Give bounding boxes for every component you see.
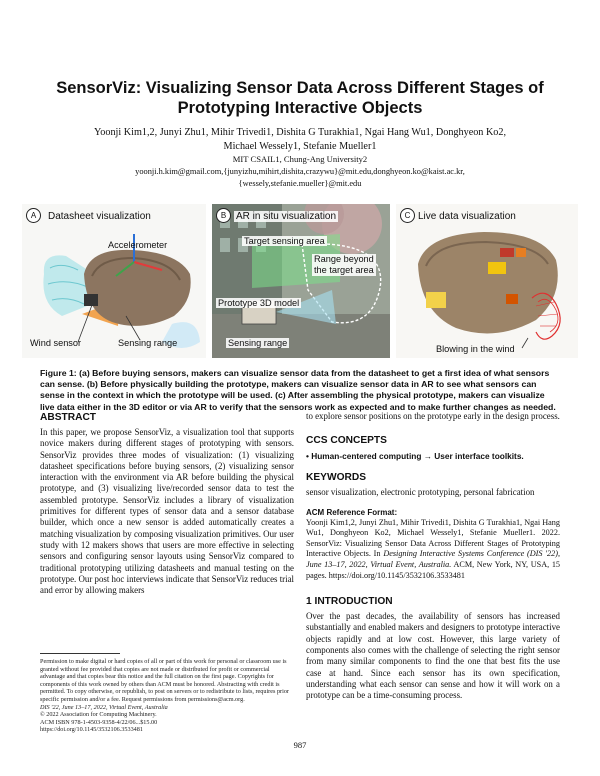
acm-reference-format <box>306 508 560 582</box>
author-emails <box>40 166 560 190</box>
wind-sensor-label: Wind sensor <box>30 338 82 348</box>
emails-line-1: yoonji.h.kim@gmail.com,{junyizhu,mihirt,dishita,crazywu}@mit.edu,donghyeon.ko@kaist.ac.kr, <box>135 167 465 176</box>
introduction-text: Over the past decades, the availability of sensors has increased substantially and enabled makers and designers to prototype interactive objects rapidly and at low cost. However, this large variety of components also comes with the challenge of selecting the right sensor from many similar components to find the one that best fits the use case at hand. Since each sensor has its own specification, understanding what each sensor can sense and how it will work on a prototype can be a time-consuming process. <box>306 611 560 701</box>
footnote-venue: DIS '22, June 13–17, 2022, Virtual Event, Australia <box>40 703 168 711</box>
reference-venue: Designing Interactive Systems Conference (DIS '22), June 13–17, 2022, Virtual Event, Australia. <box>306 549 560 569</box>
authors-line-1: Yoonji Kim1,2, Junyi Zhu1, Mihir Trivedi1, Dishita G Turakhia1, Ngai Hang Wu1, Donghyeon Ko2, <box>93 127 507 138</box>
left-column <box>40 411 294 596</box>
footnote-copyright: © 2022 Association for Computing Machinery. <box>40 711 157 719</box>
teaser-figure <box>22 204 578 358</box>
figure-caption: Figure 1: (a) Before buying sensors, makers can visualize sensor data from the datasheet to get a first idea of what sensors can sense. (b) Before physically building the prototype, makers can visualize sensor data in AR to see what sensors can sense in the context in which the prototype will be used. (c) After assembling the physical prototype, makers can visualize live data either in the 3D editor or via AR to verify that the sensors work as expected and to make further changes as needed. <box>40 368 556 412</box>
affiliations: MIT CSAIL1, Chung-Ang University2 <box>232 154 368 164</box>
range-beyond-line-2: the target area <box>314 265 374 275</box>
panel-b-heading: AR in situ visualization <box>236 211 337 222</box>
figure-panel-b <box>212 204 390 358</box>
ccs-item-text: • Human-centered computing → User interface toolkits. <box>306 451 524 462</box>
right-column <box>306 411 560 702</box>
live-data-illustration <box>396 204 578 358</box>
ccs-heading: CCS CONCEPTS <box>306 435 387 447</box>
footnote-isbn: ACM ISBN 978-1-4503-9358-4/22/06...$15.00 <box>40 718 158 726</box>
ccs-item <box>306 450 560 462</box>
figure-panel-a <box>22 204 206 358</box>
abstract-heading: ABSTRACT <box>40 412 97 423</box>
range-beyond-line-1: Range beyond <box>314 254 374 264</box>
reference-text <box>306 518 560 582</box>
permission-text: Permission to make digital or hard copies of all or part of this work for personal or classroom use is granted without fee provided that copies are not made or distributed for profit or commercial advantage and that copies bear this notice and the full citation on the first page. Copyrights for components of this work owned by others than ACM must be honored. Abstracting with credit is permitted. To copy otherwise, or republish, to post on servers or to redistribute to lists, requires prior specific permission and/or a fee. Request permissions from permissions@acm.org. <box>40 658 289 703</box>
emails-line-2: {wessely,stefanie.mueller}@mit.edu <box>238 179 362 188</box>
panel-a-label: A <box>26 208 41 223</box>
footnote-rule <box>40 653 120 654</box>
sensing-range-label: Sensing range <box>118 338 178 348</box>
panel-b-label: B <box>216 208 231 223</box>
paper-title: SensorViz: Visualizing Sensor Data Across Different Stages of Prototyping Interactive Objects <box>56 79 544 117</box>
panel-c-label: C <box>400 208 415 223</box>
prototype-model-label: Prototype 3D model <box>218 298 300 308</box>
copyright-footnote <box>40 658 294 734</box>
reference-heading: ACM Reference Format: <box>306 507 398 517</box>
figure-panel-c <box>396 204 578 358</box>
range-beyond-label <box>312 254 376 276</box>
keywords-heading: KEYWORDS <box>306 472 366 484</box>
ar-sensing-range-label: Sensing range <box>228 338 288 348</box>
reference-rest: ACM, New York, NY, USA, 15 pages. https://doi.org/10.1145/3532106.3533481 <box>306 559 561 580</box>
datasheet-illustration <box>22 204 206 358</box>
blowing-label: Blowing in the wind <box>436 344 515 354</box>
panel-a-heading: Datasheet visualization <box>48 211 151 222</box>
panel-c-heading: Live data visualization <box>418 211 516 222</box>
abstract-text: In this paper, we propose SensorViz, a visualization tool that supports novice makers during different stages of prototyping with sensors. SensorViz provides three modes of visualization: (1) visualizing datasheet specifications before buying sensors, (2) visualizing sensor interaction with the environment via AR before building the physical prototype, and (3) visualizing live/recorded sensor data to test the assembled prototype. SensorViz includes a library of visualization primitives for different types of sensor data and a sensor database builder, which once a new sensor is added automatically creates a matching visualization by composing visualization primitives. Our user study with 12 makers shows that users are more effective in selecting sensors and configuring sensor layouts using SensorViz compared to traditional prototyping utilizing datasheets and manual testing on the prototype. Our post hoc interviews indicate that SensorViz reduces trial and error by allowing makers <box>40 427 294 596</box>
introduction-heading: 1 INTRODUCTION <box>306 596 393 608</box>
footnote-doi: https://doi.org/10.1145/3532106.3533481 <box>40 726 143 734</box>
abstract-continued: to explore sensor positions on the prototype early in the design process. <box>306 411 560 421</box>
target-area-label: Target sensing area <box>244 236 325 246</box>
reference-authors: Yoonji Kim1,2, Junyi Zhu1, Mihir Trivedi1, Dishita G Turakhia1, Ngai Hang Wu1, Donghyeon Ko2, Michael Wessely1, Stefanie Mueller1. 2022. SensorViz: Visualizing Sensor Data Across Different Stages of Prototyping Interactive Objects. In <box>306 517 560 559</box>
accelerometer-label: Accelerometer <box>108 240 168 250</box>
ar-in-situ-illustration <box>212 204 390 358</box>
keywords-text: sensor visualization, electronic prototyping, personal fabrication <box>306 487 535 498</box>
page-number: 987 <box>293 740 307 750</box>
authors-line-2: Michael Wessely1, Stefanie Mueller1 <box>223 141 377 152</box>
author-list <box>40 126 560 154</box>
